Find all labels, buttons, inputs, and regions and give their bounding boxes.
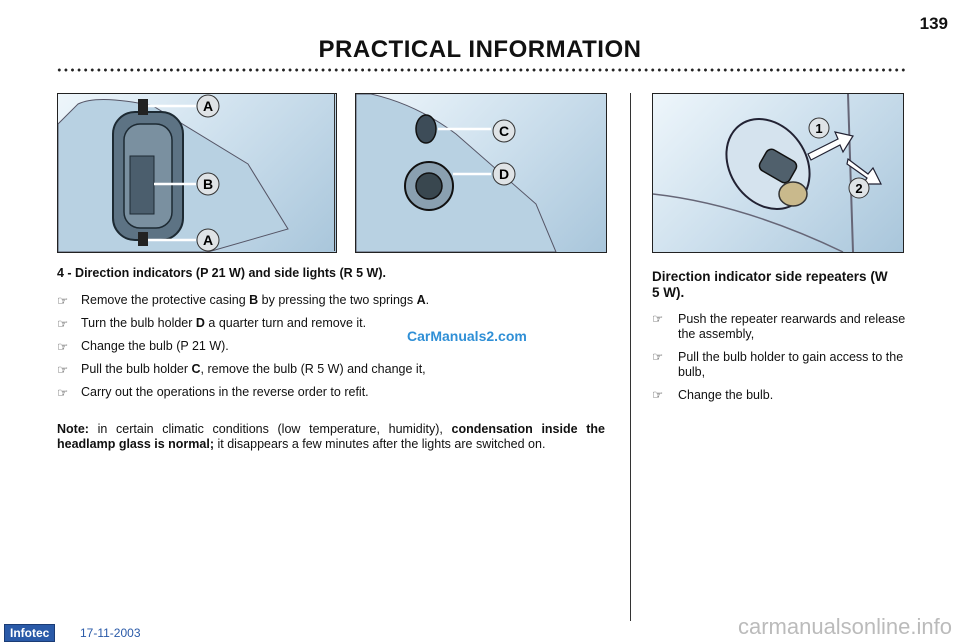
label-c	[493, 120, 515, 142]
list-item: ☞ Remove the protective casing B by pressing the two springs A.	[57, 293, 430, 308]
dotted-divider	[56, 67, 906, 73]
svg-text:1: 1	[815, 121, 823, 136]
svg-text:D: D	[498, 166, 510, 182]
svg-text:B: B	[202, 176, 214, 192]
figure-side-repeater	[652, 93, 904, 253]
svg-text:A: A	[202, 98, 214, 114]
list-item: ☞ Turn the bulb holder D a quarter turn and remove it.	[57, 316, 367, 331]
footer-date: 17-11-2003	[80, 626, 141, 640]
column-divider-1	[334, 93, 335, 251]
instruction-list	[57, 293, 617, 408]
section-heading: 4 - Direction indicators (P 21 W) and side lights (R 5 W).	[57, 266, 386, 280]
side-repeater-list	[652, 312, 906, 411]
pointing-hand-icon: ☞	[652, 388, 664, 402]
label-2	[849, 178, 869, 198]
page-number: 139	[919, 14, 948, 33]
pointing-hand-icon: ☞	[652, 350, 664, 364]
column-divider-2	[630, 93, 631, 621]
svg-text:A: A	[202, 232, 214, 248]
label-a-top	[197, 95, 219, 117]
pointing-hand-icon: ☞	[57, 340, 69, 354]
side-repeater-heading: Direction indicator side repeaters (W 5 W).	[652, 269, 888, 300]
list-item: ☞ Push the repeater rearwards and release the assembly,	[652, 312, 906, 341]
label-b	[197, 173, 219, 195]
list-item: ☞ Pull the bulb holder to gain access to the bulb,	[652, 350, 904, 379]
figure-bulb-holders	[355, 93, 607, 253]
list-item: ☞ Change the bulb (P 21 W).	[57, 339, 229, 354]
pointing-hand-icon: ☞	[57, 363, 69, 377]
list-item: ☞ Pull the bulb holder C, remove the bulb (R 5 W) and change it,	[57, 362, 426, 377]
pointing-hand-icon: ☞	[652, 312, 664, 326]
pointing-hand-icon: ☞	[57, 386, 69, 400]
pointing-hand-icon: ☞	[57, 294, 69, 308]
infotec-logo: Infotec	[4, 624, 55, 642]
label-d	[493, 163, 515, 185]
page-title: PRACTICAL INFORMATION	[318, 36, 642, 63]
figure-headlamp-casing	[57, 93, 337, 253]
svg-text:C: C	[498, 123, 510, 139]
note-paragraph: Note: in certain climatic conditions (low temperature, humidity), condensation inside the headlamp glass is normal; it disappears a few minutes after the lights are switched on.	[57, 422, 605, 451]
list-item: ☞ Change the bulb.	[652, 388, 774, 402]
footer-site-watermark[interactable]: carmanualsonline.info	[737, 614, 952, 639]
pointing-hand-icon: ☞	[57, 317, 69, 331]
list-item: ☞ Carry out the operations in the reverse order to refit.	[57, 385, 369, 400]
watermark-link[interactable]: CarManuals2.com	[407, 328, 527, 344]
label-1	[809, 118, 829, 138]
label-a-bottom	[197, 229, 219, 251]
svg-text:2: 2	[855, 181, 863, 196]
